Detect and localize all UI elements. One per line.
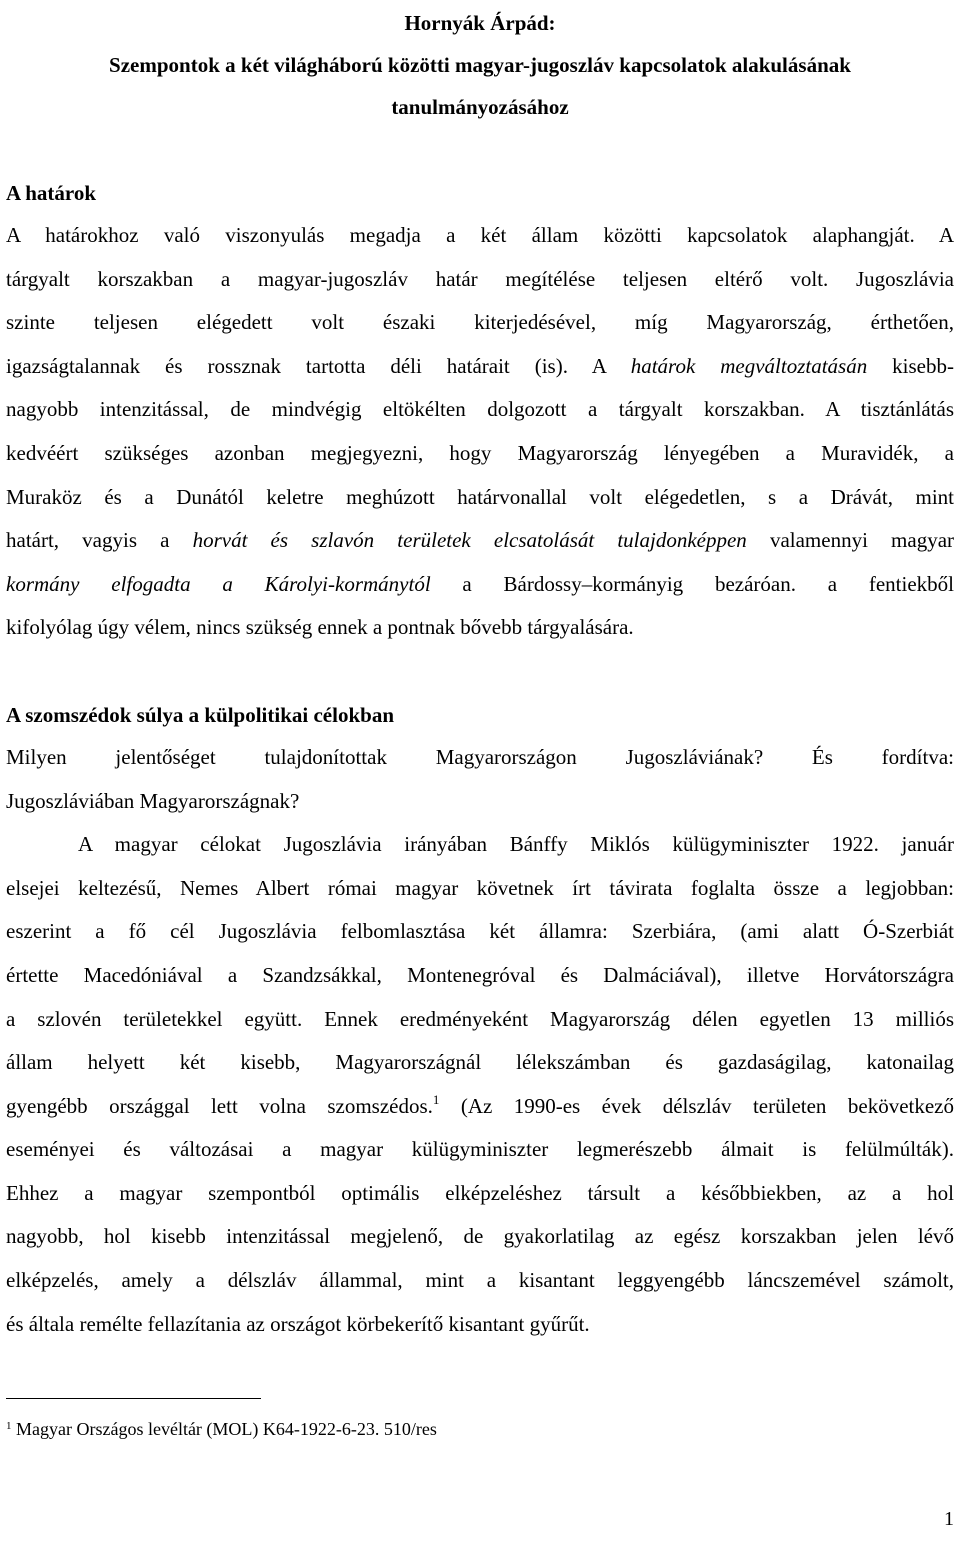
text-line: nagyobb intenzitással, de mindvégig eltökélten dolgozott a tárgyalt korszakban. A tisztánlátás: [6, 397, 954, 422]
footnote: [6, 1418, 437, 1440]
text-line: nagyobb, hol kisebb intenzitással megjelenő, de gyakorlatilag az egész korszakban jelen lévő: [6, 1224, 954, 1249]
text-line: szinte teljesen elégedett volt északi kiterjedésével, míg Magyarország, érthetően,: [6, 310, 954, 335]
text-line: Muraköz és a Dunától keletre meghúzott határvonallal volt elégedetlen, s a Drávát, mint: [6, 484, 954, 509]
text-line: elképzelés, amely a délszláv állammal, mint a kisantant leggyengébb láncszemével számolt,: [6, 1268, 954, 1293]
footnote-text: Magyar Országos levéltár (MOL) K64-1922-6-23. 510/res: [11, 1419, 437, 1439]
text-line: eszerint a fő cél Jugoszlávia felbomlasztása két államra: Szerbiára, (ami alatt Ó-Szerbiát: [6, 919, 954, 944]
emphasis-text: kormány elfogadta a Károlyi-kormánytól: [6, 571, 431, 596]
text-line: igazságtalannak és rossznak tartotta déli határait (is). A határok megváltoztatásán kisebb-: [6, 353, 954, 378]
paragraph-question: [6, 736, 954, 823]
text-line: elsejei keltezésű, Nemes Albert római magyar követnek írt távirata foglalta össze a legjobban:: [6, 875, 954, 900]
section-heading-neighbours: A szomszédok súlya a külpolitikai célokban: [6, 702, 394, 727]
text-line: kormány elfogadta a Károlyi-kormánytól a Bárdossy–kormányig bezáróan. a fentiekből: [6, 571, 954, 596]
footnote-reference[interactable]: 1: [432, 1091, 440, 1107]
text-line: eseményei és változásai a magyar külügyminiszter legmerészebb álmait is felülmúlták).: [6, 1137, 954, 1162]
emphasis-text: horvát és szlavón területek elcsatolását tulajdonképpen: [192, 528, 747, 553]
page-number: 1: [944, 1508, 954, 1530]
section-heading-borders: A határok: [6, 181, 97, 205]
text-line: gyengébb országgal lett volna szomszédos.$^1$ (Az 1990-es évek délszláv területen bekövetkező: [6, 1091, 954, 1118]
text-line: állam helyett két kisebb, Magyarországnál lélekszámban és gazdaságilag, katonailag: [6, 1050, 954, 1075]
emphasis-text: határok megváltoztatásán: [630, 353, 868, 378]
text-line: értette Macedóniával a Szandzsákkal, Montenegróval és Dalmáciával), illetve Horvátországra: [6, 962, 954, 987]
text-line: Ehhez a magyar szempontból optimális elképzeléshez társult a későbbiekben, az a hol: [6, 1180, 954, 1205]
text-line: kifolyólag úgy vélem, nincs szükség ennek a pontnak bővebb tárgyalására.: [6, 615, 634, 640]
footnote-separator: [6, 1398, 261, 1399]
text-line: Milyen jelentőséget tulajdonítottak Magyarországon Jugoszláviának? És fordítva:: [6, 744, 954, 769]
paragraph-borders: [6, 214, 954, 650]
footnote-marker: 1: [6, 1420, 12, 1432]
paragraph-aims: [6, 823, 954, 1346]
author-name: Hornyák Árpád:: [404, 11, 556, 35]
document-title-line-2: tanulmányozásához: [391, 95, 569, 119]
text-line: Jugoszláviában Magyarországnak?: [6, 788, 300, 813]
text-line: kedvéért szükséges azonban megjegyezni, hogy Magyarország lényegében a Muravidék, a: [6, 440, 954, 465]
text-line: A határokhoz való viszonyulás megadja a két állam közötti kapcsolatok alaphangját. A: [6, 223, 954, 247]
text-line: A magyar célokat Jugoszlávia irányában Bánffy Miklós külügyminiszter 1922. január: [78, 832, 954, 857]
text-line: és általa remélte fellazítania az országot körbekerítő kisantant gyűrűt.: [6, 1311, 590, 1336]
document-page: [6, 0, 954, 1346]
text-line: tárgyalt korszakban a magyar-jugoszláv határ megítélése teljesen eltérő volt. Jugoszlávia: [6, 266, 954, 291]
text-line: határt, vagyis a horvát és szlavón területek elcsatolását tulajdonképpen valamennyi magyar: [6, 528, 955, 553]
text-line: a szlovén területekkel együtt. Ennek eredményeként Magyarország délen egyetlen 13 milliós: [6, 1006, 954, 1031]
document-title-line-1: Szempontok a két világháború közötti magyar-jugoszláv kapcsolatok alakulásának: [109, 53, 851, 77]
